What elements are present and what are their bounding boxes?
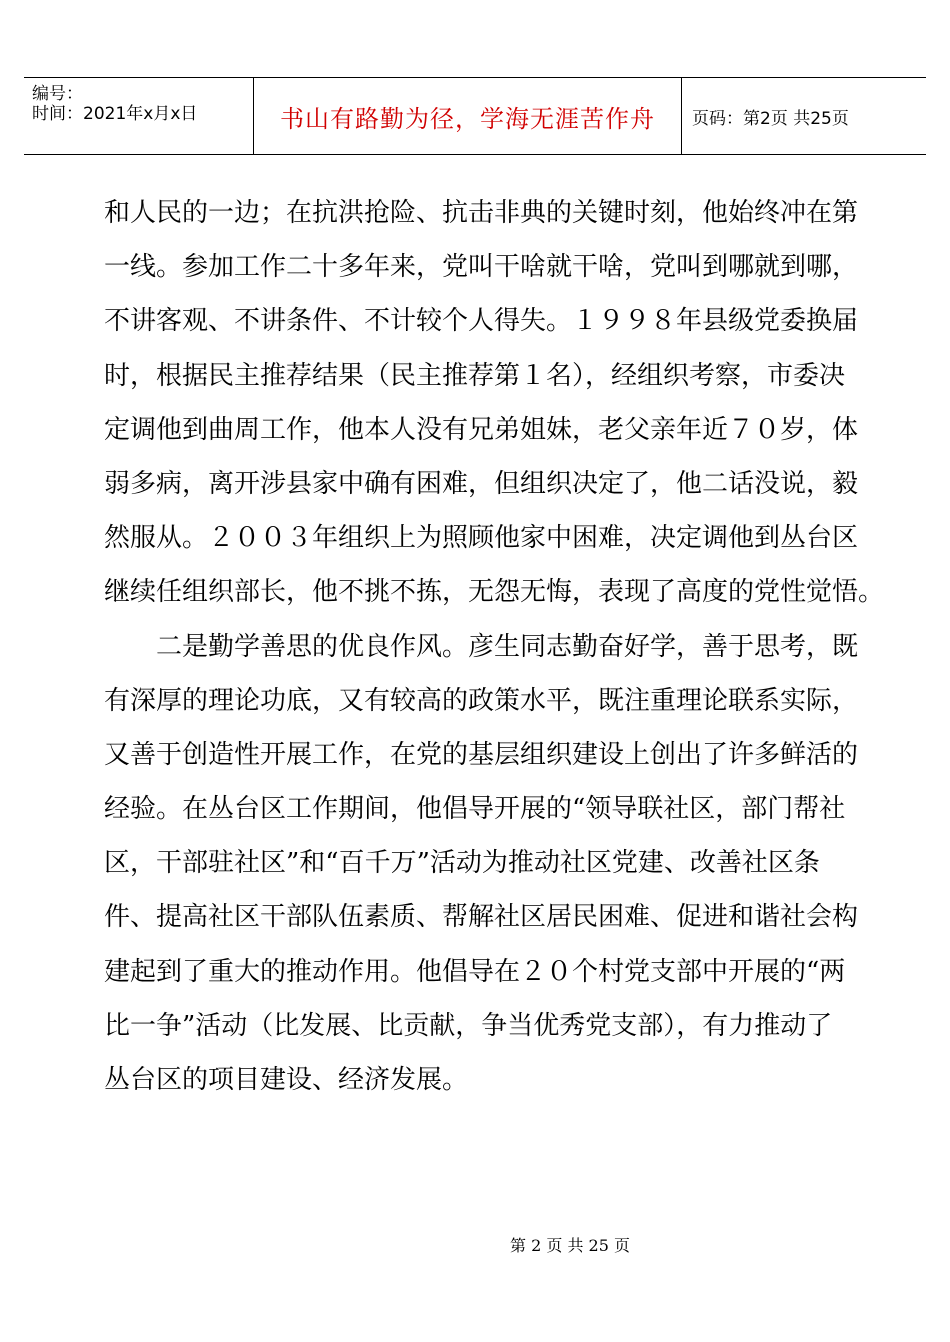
- body-line: 经验。在丛台区工作期间，他倡导开展的“领导联社区，部门帮社: [104, 794, 846, 825]
- header-motto: 书山有路勤为径，学海无涯苦作舟: [280, 104, 655, 133]
- document-header: [24, 77, 926, 155]
- body-line: 继续任组织部长，他不挑不拣，无怨无悔，表现了高度的党性觉悟。: [104, 577, 885, 608]
- body-line: 丛台区的项目建设、经济发展。: [104, 1065, 469, 1095]
- header-page-info: 页码：第2页 共25页: [692, 108, 849, 129]
- document-number-label: 编号：: [32, 84, 83, 104]
- body-line: 建起到了重大的推动作用。他倡导在２０个村党支部中开展的“两: [104, 956, 846, 987]
- document-body: [104, 186, 885, 1107]
- body-line: 件、提高社区干部队伍素质、帮解社区居民困难、促进和谐社会构: [104, 902, 859, 933]
- body-line: 和人民的一边；在抗洪抢险、抗击非典的关键时刻，他始终冲在第: [104, 198, 859, 228]
- body-line: 区，干部驻社区”和“百千万”活动为推动社区党建、改善社区条: [104, 848, 820, 879]
- page-footer: 第 2 页 共 25 页: [510, 1236, 630, 1255]
- body-line: 定调他到曲周工作，他本人没有兄弟姐妹，老父亲年近７０岁，体: [104, 414, 859, 445]
- body-line: 弱多病，离开涉县家中确有困难，但组织决定了，他二话没说，毅: [104, 468, 859, 499]
- paragraph-start-line: 二是勤学善思的优良作风。彦生同志勤奋好学，善于思考，既: [156, 631, 859, 662]
- body-line: 又善于创造性开展工作，在党的基层组织建设上创出了许多鲜活的: [104, 739, 859, 770]
- document-time-label: 时间：2021年x月x日: [32, 104, 198, 124]
- body-line: 比一争”活动（比发展、比贡献，争当优秀党支部），有力推动了: [104, 1010, 833, 1041]
- body-line: 时，根据民主推荐结果（民主推荐第１名），经组织考察，市委决: [104, 360, 846, 391]
- body-line: 不讲客观、不讲条件、不计较个人得失。１９９８年县级党委换届: [104, 306, 859, 337]
- header-meta: [24, 78, 254, 154]
- body-line: 有深厚的理论功底，又有较高的政策水平，既注重理论联系实际，: [104, 685, 859, 716]
- body-line: 一线。参加工作二十多年来，党叫干啥就干啥，党叫到哪就到哪，: [104, 252, 859, 283]
- body-line: 然服从。２００３年组织上为照顾他家中困难，决定调他到丛台区: [104, 523, 859, 554]
- header-motto-cell: [254, 78, 682, 154]
